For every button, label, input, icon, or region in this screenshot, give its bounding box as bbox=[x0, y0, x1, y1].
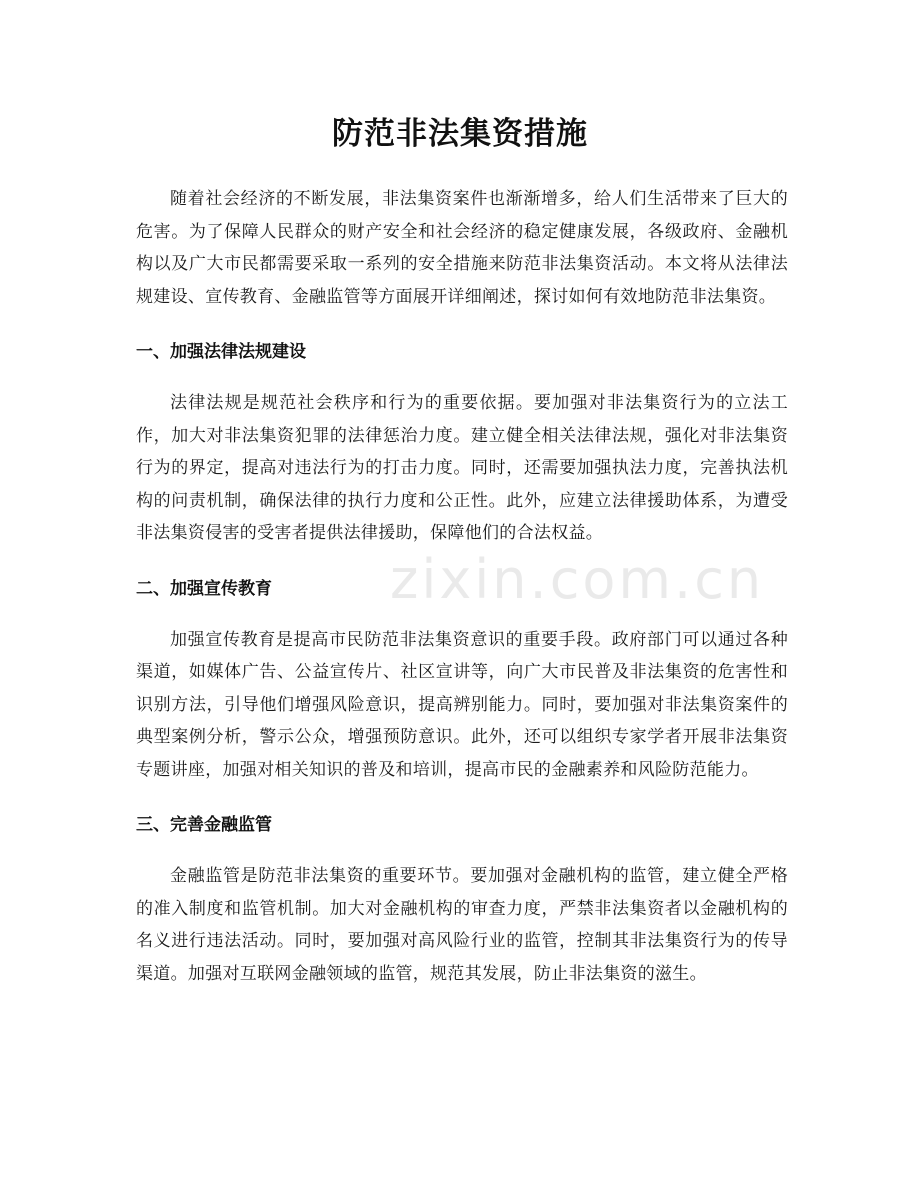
section-heading-3: 三、完善金融监管 bbox=[136, 815, 272, 835]
document-body bbox=[136, 183, 788, 1015]
section-body-2: 加强宣传教育是提高市民防范非法集资意识的重要手段。政府部门可以通过各种渠道，如媒体广告、公益宣传片、社区宣讲等，向广大市民普及非法集资的危害性和识别方法，引导他们增强风险意识，提高辨别能力。同时，要加强对非法集资案件的典型案例分析，警示公众，增强预防意识。此外，还可以组织专家学者开展非法集资专题讲座，加强对相关知识的普及和培训，提高市民的金融素养和风险防范能力。 bbox=[136, 629, 788, 780]
watermark: zixin.com.cn bbox=[390, 548, 765, 611]
section-heading-2: 二、加强宣传教育 bbox=[136, 578, 272, 599]
section-heading-1: 一、加强法律法规建设 bbox=[136, 342, 306, 362]
intro-paragraph: 随着社会经济的不断发展，非法集资案件也渐渐增多，给人们生活带来了巨大的危害。为了保障人民群众的财产安全和社会经济的稳定健康发展，各级政府、金融机构以及广大市民都需要采取一系列的安全措施来防范非法集资活动。本文将从法律法规建设、宣传教育、金融监管等方面展开详细阐述，探讨如何有效地防范非法集资。 bbox=[136, 189, 788, 307]
section-body-3: 金融监管是防范非法集资的重要环节。要加强对金融机构的监管，建立健全严格的准入制度和监管机制。加大对金融机构的审查力度，严禁非法集资者以金融机构的名义进行违法活动。同时，要加强对高风险行业的监管，控制其非法集资行为的传导渠道。加强对互联网金融领域的监管，规范其发展，防止非法集资的滋生。 bbox=[136, 866, 788, 984]
document-title: 防范非法集资措施 bbox=[332, 116, 588, 152]
section-body-1: 法律法规是规范社会秩序和行为的重要依据。要加强对非法集资行为的立法工作，加大对非法集资犯罪的法律惩治力度。建立健全相关法律法规，强化对非法集资行为的界定，提高对违法行为的打击力度。同时，还需要加强执法力度，完善执法机构的问责机制，确保法律的执行力度和公正性。此外，应建立法律援助体系，为遭受非法集资侵害的受害者提供法律援助，保障他们的合法权益。 bbox=[136, 393, 788, 543]
